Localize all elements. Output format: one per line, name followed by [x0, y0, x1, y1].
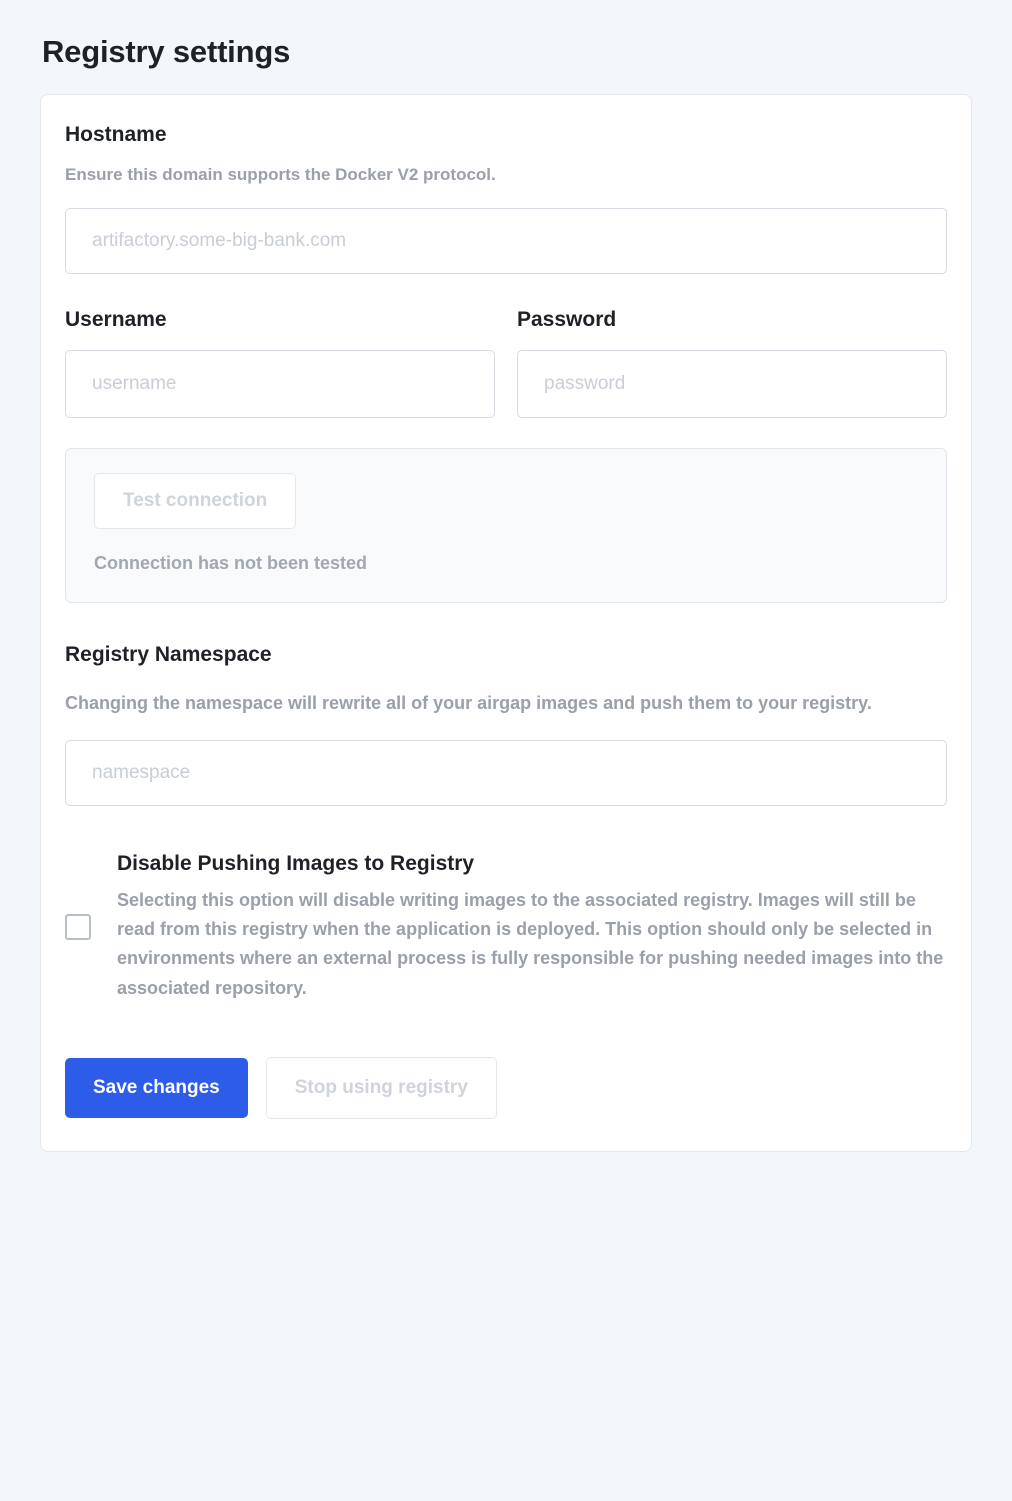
save-changes-button[interactable]: Save changes: [65, 1058, 248, 1118]
username-label: Username: [65, 307, 167, 331]
registry-settings-card: [40, 94, 972, 1152]
disable-push-row: [65, 852, 947, 1003]
password-field-group: [517, 308, 947, 418]
connection-status-text: Connection has not been tested: [94, 552, 368, 573]
username-field-group: [65, 308, 495, 418]
test-connection-panel: [65, 448, 947, 603]
stop-using-registry-button[interactable]: Stop using registry: [266, 1057, 497, 1119]
username-input[interactable]: [65, 350, 495, 418]
test-connection-button[interactable]: Test connection: [94, 473, 296, 529]
registry-namespace-label: Registry Namespace: [65, 642, 272, 666]
password-input[interactable]: [517, 350, 947, 418]
credentials-row: [65, 308, 947, 418]
page-title: Registry settings: [42, 34, 291, 69]
disable-push-title: Disable Pushing Images to Registry: [117, 851, 475, 875]
registry-namespace-input[interactable]: [65, 740, 947, 806]
hostname-help-text: Ensure this domain supports the Docker V2 protocol.: [65, 165, 496, 184]
password-label: Password: [517, 307, 617, 331]
disable-push-description: Selecting this option will disable writing images to the associated registry. Images will still be read from this registry when the application is deployed. This option should only be selected in environments where an external process is fully responsible for pushing needed images into the associated repository.: [117, 889, 944, 998]
form-actions: [65, 1057, 947, 1119]
hostname-label: Hostname: [65, 123, 167, 146]
registry-namespace-description: Changing the namespace will rewrite all of your airgap images and push them to your registry.: [65, 692, 872, 713]
registry-namespace-group: [65, 643, 947, 806]
disable-push-checkbox[interactable]: [65, 914, 91, 940]
hostname-input[interactable]: [65, 208, 947, 274]
disable-push-content: [117, 852, 947, 1003]
